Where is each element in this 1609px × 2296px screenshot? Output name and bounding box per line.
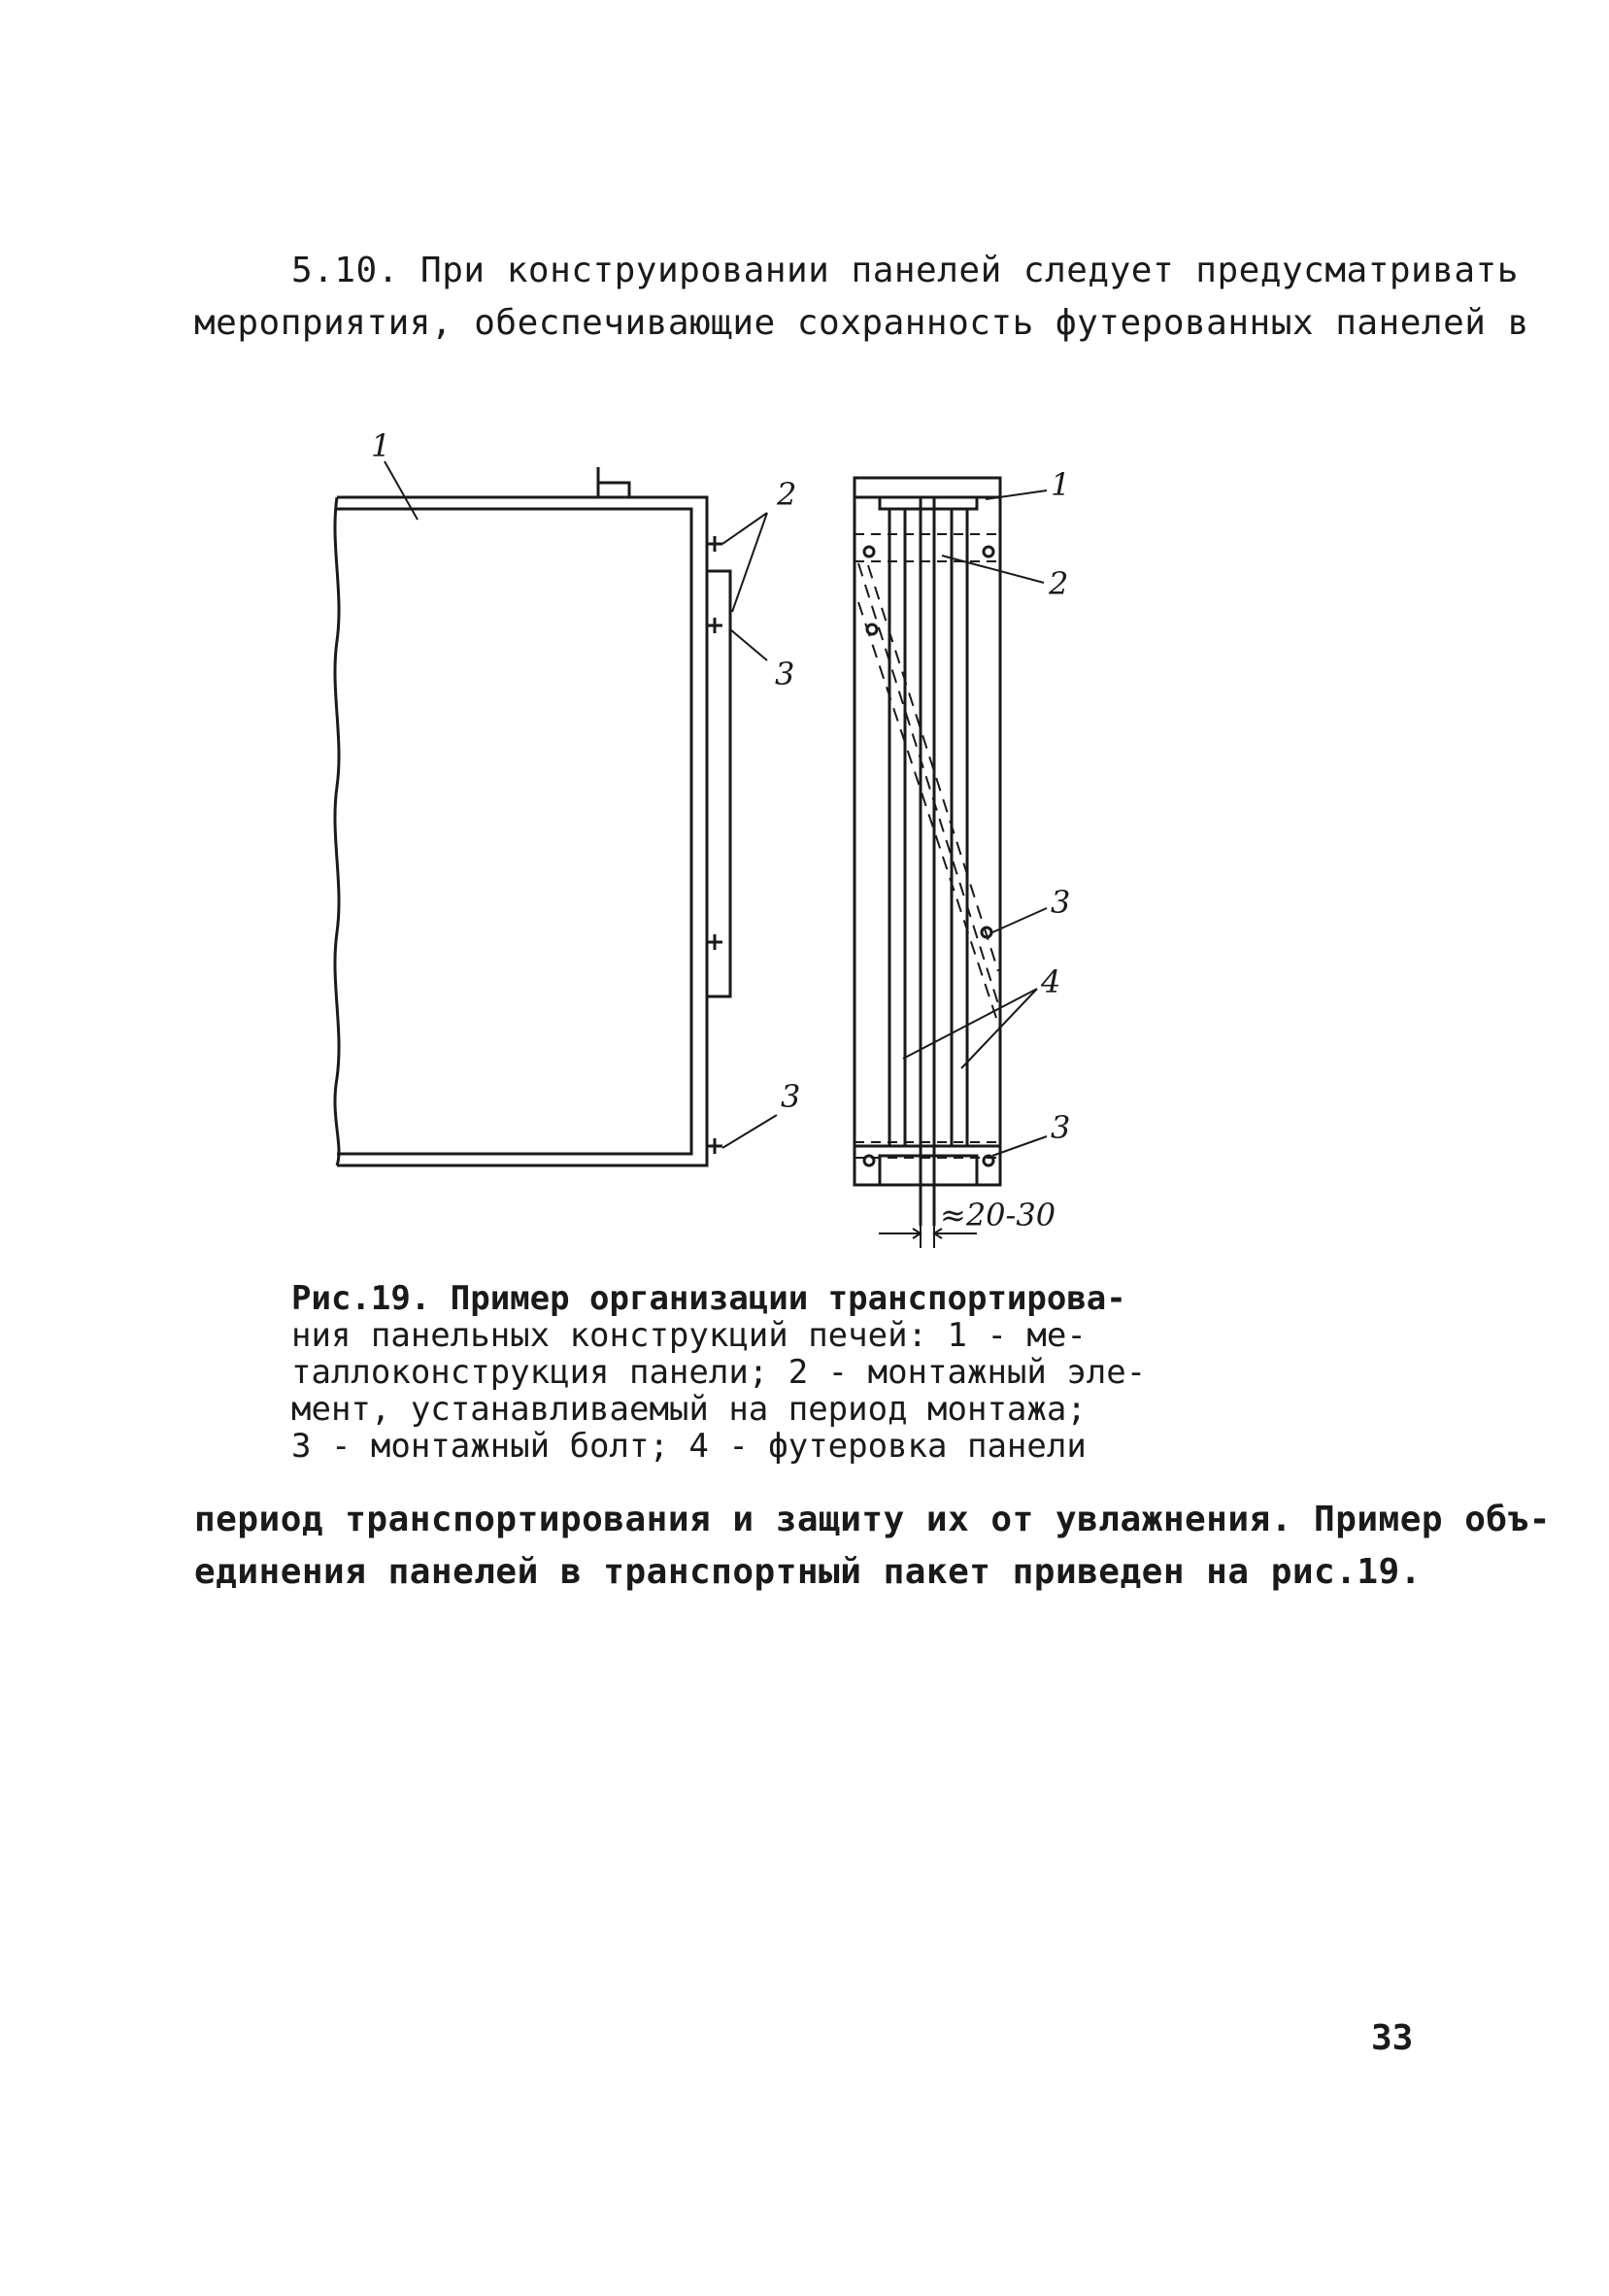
- figure-caption-line-5: 3 - монтажный болт; 4 - футеровка панели: [291, 1427, 1087, 1466]
- figure-caption-line-4: мент, устанавливаемый на период монтажа;: [291, 1390, 1087, 1429]
- side-view-leader-1: [385, 461, 418, 520]
- paragraph-bottom: [194, 1494, 1551, 1599]
- paragraph-top-line-1: 5.10. При конструировании панелей следует предусматривать: [291, 251, 1519, 290]
- side-view-bolt-1: [707, 536, 722, 552]
- front-view-hole-3: [867, 625, 877, 634]
- front-view-drawing: [855, 478, 1047, 1248]
- side-view-top-tab: [598, 467, 629, 497]
- paragraph-top-line-2: мероприятия, обеспечивающие сохранность футерованных панелей в: [194, 303, 1529, 343]
- side-view-panel-inner: [337, 509, 691, 1154]
- front-view-label-4: 4: [1041, 963, 1061, 1000]
- front-view-hole-1: [864, 547, 874, 557]
- side-view-bolt-4: [707, 1138, 722, 1154]
- front-view-leader-2: [942, 556, 1044, 583]
- front-view-label-3b: 3: [1051, 1109, 1071, 1146]
- side-view-panel-outline: [337, 497, 707, 1165]
- figure-caption-line-3: таллоконструкция панели; 2 - монтажный эле-: [291, 1353, 1147, 1392]
- front-view-hole-6: [984, 1156, 993, 1165]
- front-view-strip-center: [921, 497, 934, 1226]
- side-view-label-2: 2: [777, 476, 797, 513]
- front-view-upper-band: [855, 534, 1000, 561]
- side-view-label-1: 1: [371, 427, 391, 464]
- front-view-bottom-rail: [855, 1146, 1000, 1185]
- front-view-strip-left: [889, 509, 905, 1146]
- paragraph-bottom-line-1: период транспортирования и защиту их от увлажнения. Пример объ-: [194, 1500, 1551, 1539]
- figure-caption-line-1: Рис.19. Пример организации транспортирова-: [291, 1279, 1126, 1318]
- side-view-break-line: [335, 497, 339, 1165]
- front-view-leader-1: [986, 490, 1047, 499]
- front-view-label-3a: 3: [1051, 884, 1071, 921]
- front-view-dimension-label: ≈20-30: [940, 1197, 1056, 1233]
- figure-caption: [291, 1280, 1146, 1465]
- side-view-bolt-2: [707, 618, 722, 633]
- front-view-outer-frame: [855, 478, 1000, 1185]
- front-view-top-rail: [855, 497, 1000, 509]
- front-view-strip-right: [952, 509, 967, 1146]
- page-number: 33: [1371, 2018, 1414, 2058]
- side-view-leader-3a: [730, 629, 767, 660]
- front-view-label-2: 2: [1049, 565, 1069, 602]
- side-view-mounting-element: [707, 571, 730, 996]
- side-view-label-3a: 3: [775, 656, 795, 692]
- front-view-hole-5: [864, 1156, 874, 1165]
- side-view-leader-3b: [722, 1115, 777, 1148]
- figure-caption-line-2: ния панельных конструкций печей: 1 - ме-: [291, 1316, 1087, 1355]
- paragraph-bottom-line-2: единения панелей в транспортный пакет приведен на рис.19.: [194, 1552, 1422, 1592]
- front-view-diagonal-brace: [858, 563, 1000, 1030]
- side-view-bolt-3: [707, 934, 722, 950]
- side-view-drawing: [335, 461, 777, 1165]
- front-view-label-1: 1: [1051, 466, 1071, 503]
- front-view-hole-2: [984, 547, 993, 557]
- front-view-leader-4: [903, 989, 1037, 1068]
- side-view-label-3b: 3: [781, 1078, 801, 1115]
